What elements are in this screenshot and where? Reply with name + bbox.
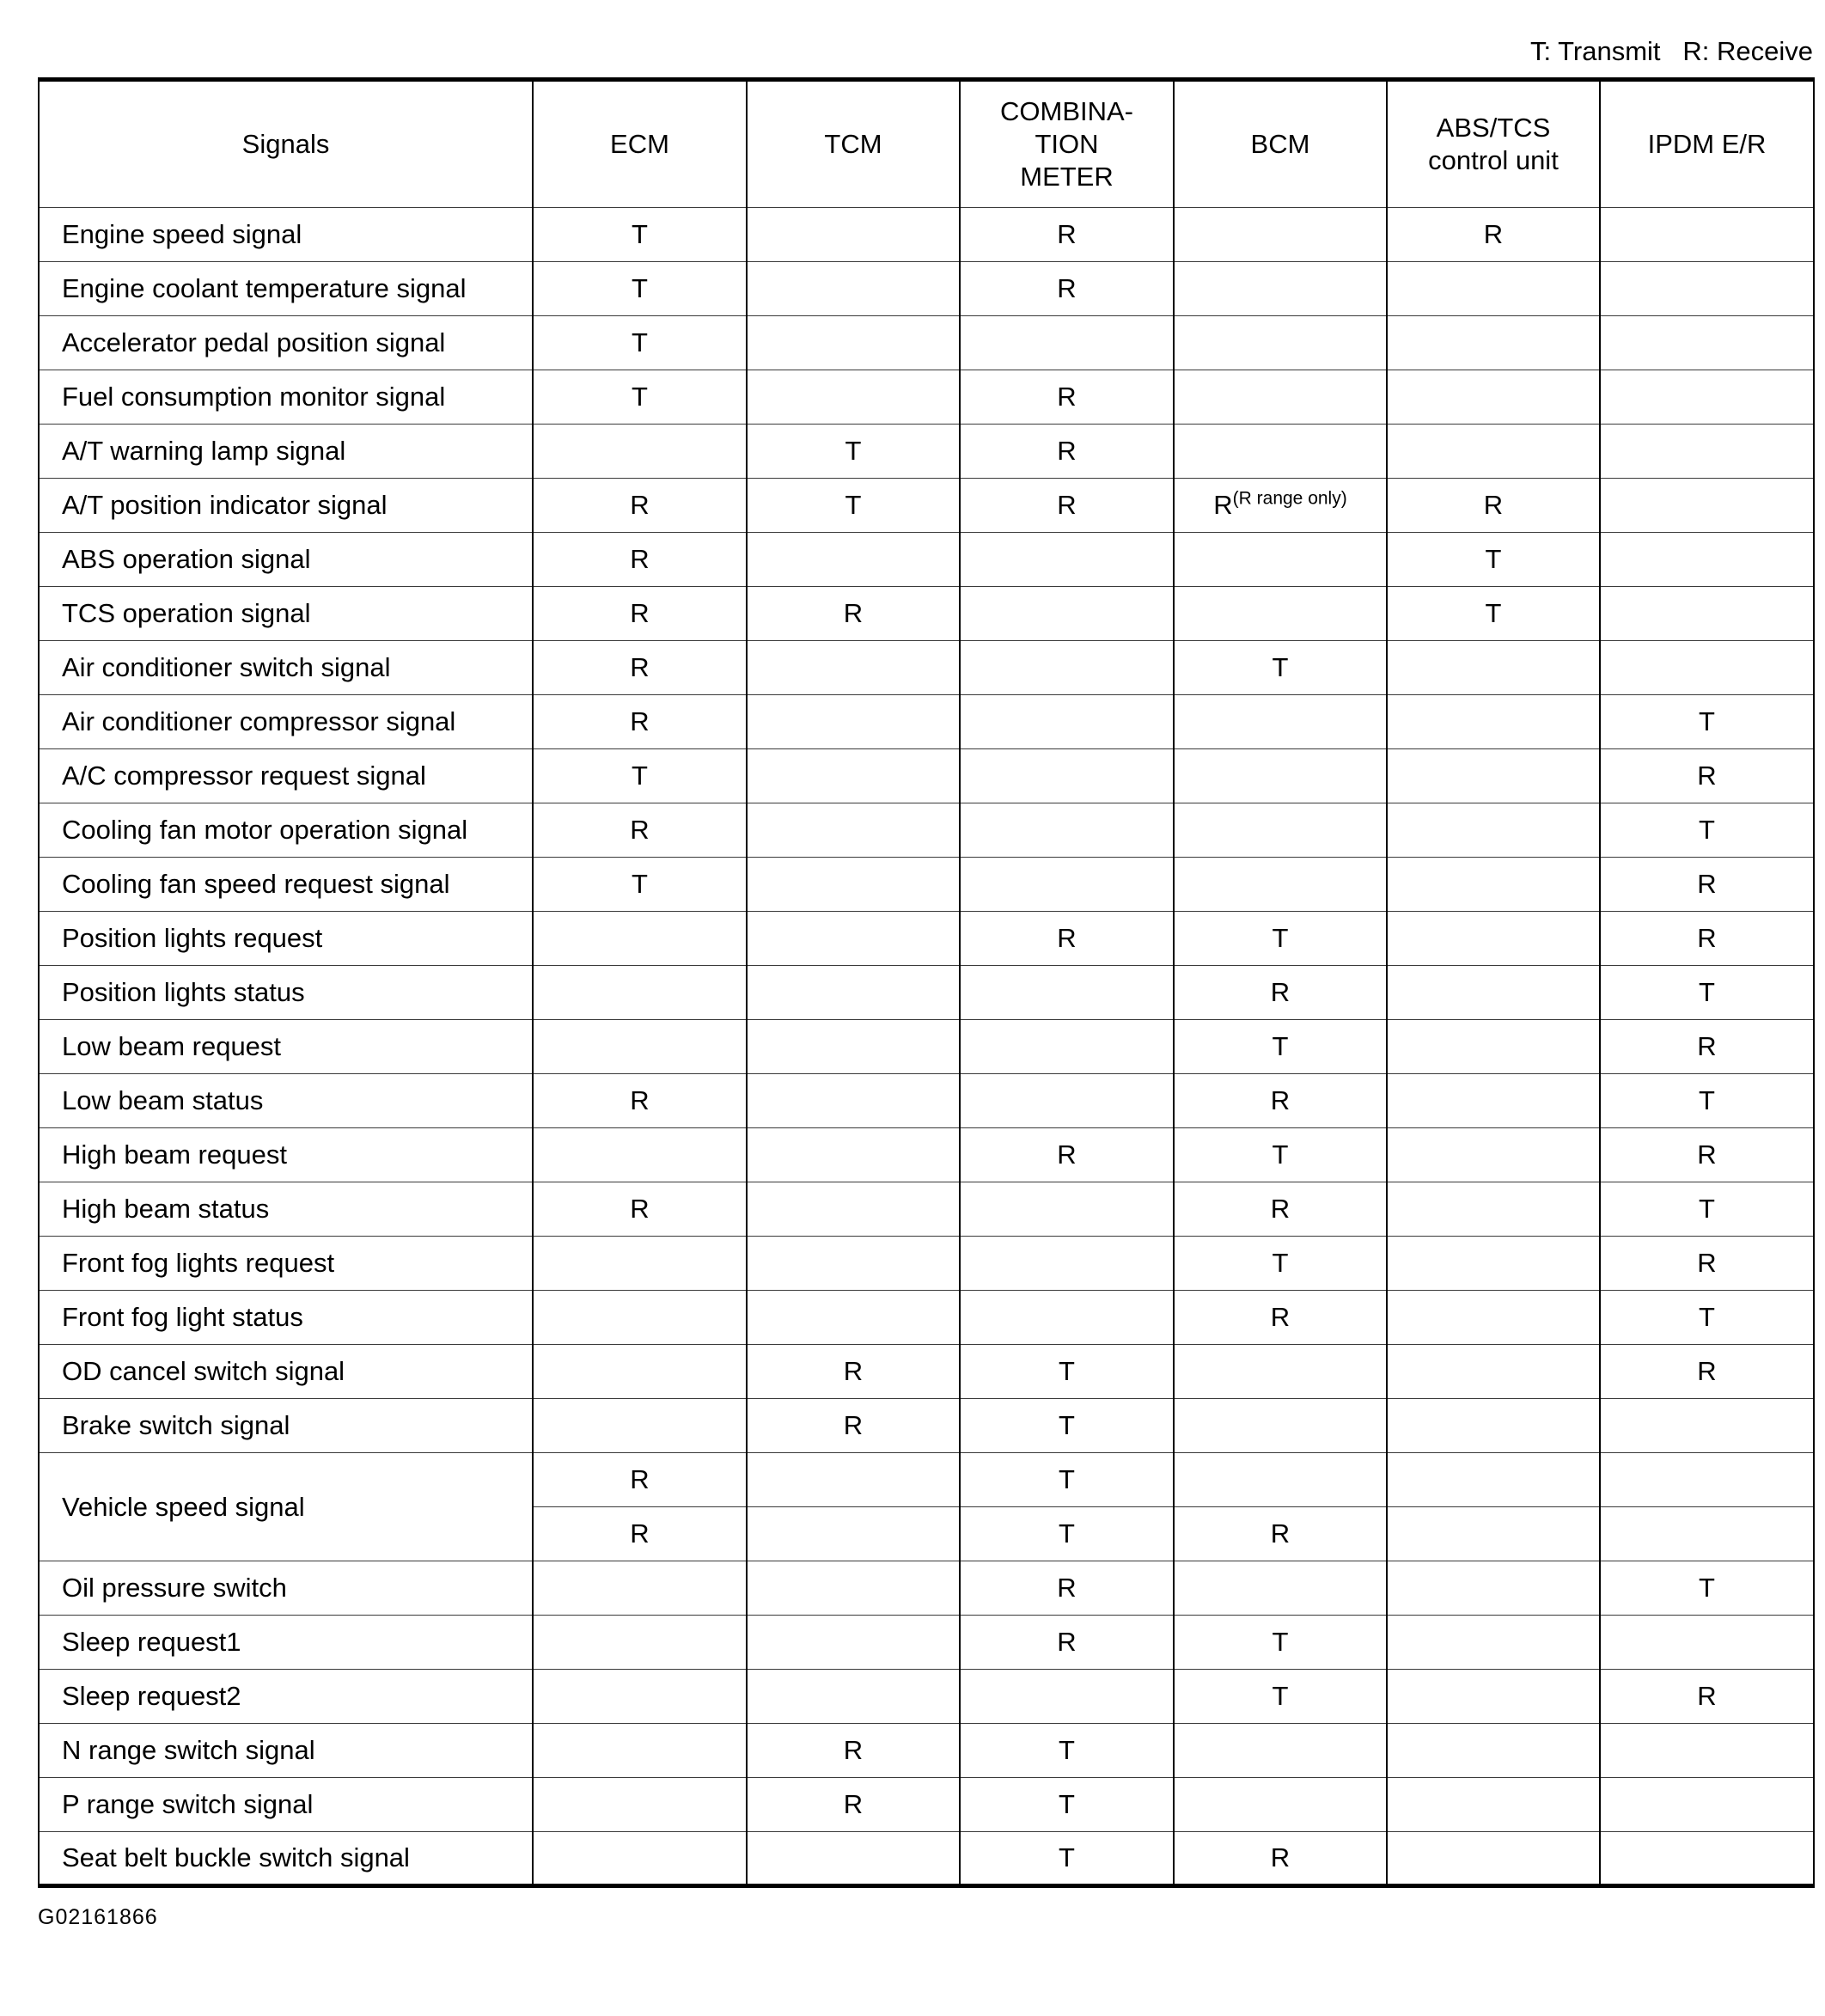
value-cell bbox=[1600, 1832, 1814, 1886]
signal-cell: Air conditioner compressor signal bbox=[39, 695, 533, 749]
value-cell bbox=[1600, 641, 1814, 695]
value-cell: T bbox=[533, 208, 747, 262]
signal-cell: Accelerator pedal position signal bbox=[39, 316, 533, 370]
value-cell bbox=[747, 858, 960, 912]
value-cell: R bbox=[747, 1778, 960, 1832]
value-cell bbox=[1387, 695, 1600, 749]
value-cell: R bbox=[1600, 749, 1814, 803]
value-cell: T bbox=[1600, 1561, 1814, 1616]
value-cell bbox=[1600, 262, 1814, 316]
value-cell bbox=[533, 1778, 747, 1832]
header-cell: ABS/TCS control unit bbox=[1387, 80, 1600, 208]
value-cell: T bbox=[533, 749, 747, 803]
value-cell bbox=[747, 1237, 960, 1291]
value-cell: R bbox=[1600, 1345, 1814, 1399]
signal-cell: Engine coolant temperature signal bbox=[39, 262, 533, 316]
value-cell bbox=[747, 749, 960, 803]
value-cell: T bbox=[1387, 533, 1600, 587]
value-cell: T bbox=[960, 1832, 1174, 1886]
value-cell bbox=[960, 1074, 1174, 1128]
value-cell bbox=[960, 1291, 1174, 1345]
signal-cell: Air conditioner switch signal bbox=[39, 641, 533, 695]
value-cell bbox=[960, 316, 1174, 370]
signal-cell: OD cancel switch signal bbox=[39, 1345, 533, 1399]
signal-cell: TCS operation signal bbox=[39, 587, 533, 641]
value-cell bbox=[960, 966, 1174, 1020]
value-cell bbox=[1387, 1345, 1600, 1399]
value-cell: R bbox=[960, 262, 1174, 316]
value-cell: R bbox=[1600, 858, 1814, 912]
value-cell: T bbox=[533, 316, 747, 370]
table-row bbox=[39, 1182, 1814, 1237]
value-cell bbox=[1387, 912, 1600, 966]
value-cell bbox=[1600, 208, 1814, 262]
value-cell bbox=[1600, 1399, 1814, 1453]
table-row bbox=[39, 1453, 1814, 1507]
figure-code: G02161866 bbox=[38, 1905, 158, 1929]
table-row bbox=[39, 803, 1814, 858]
value-cell bbox=[1600, 370, 1814, 425]
value-cell bbox=[533, 1832, 747, 1886]
value-cell bbox=[1174, 370, 1387, 425]
value-cell bbox=[1387, 1616, 1600, 1670]
signal-cell: High beam request bbox=[39, 1128, 533, 1182]
value-cell: R bbox=[1600, 1670, 1814, 1724]
value-cell bbox=[747, 533, 960, 587]
value-cell bbox=[1174, 1345, 1387, 1399]
signal-cell: Vehicle speed signal bbox=[39, 1453, 533, 1561]
value-cell bbox=[1600, 1507, 1814, 1561]
signal-cell: Sleep request2 bbox=[39, 1670, 533, 1724]
value-cell: R bbox=[747, 1724, 960, 1778]
value-cell bbox=[747, 1616, 960, 1670]
value-cell: T bbox=[1174, 1128, 1387, 1182]
value-cell bbox=[1387, 1237, 1600, 1291]
signal-cell: Low beam request bbox=[39, 1020, 533, 1074]
value-cell: T bbox=[1174, 1020, 1387, 1074]
signal-cell: Low beam status bbox=[39, 1074, 533, 1128]
value-cell: T bbox=[1600, 803, 1814, 858]
value-cell bbox=[960, 695, 1174, 749]
signal-cell: Sleep request1 bbox=[39, 1616, 533, 1670]
signal-cell: Cooling fan motor operation signal bbox=[39, 803, 533, 858]
value-cell bbox=[747, 370, 960, 425]
value-cell: R bbox=[960, 370, 1174, 425]
value-cell bbox=[747, 966, 960, 1020]
table-header-row bbox=[39, 80, 1814, 208]
signal-cell: P range switch signal bbox=[39, 1778, 533, 1832]
value-cell bbox=[747, 641, 960, 695]
value-cell bbox=[1387, 1128, 1600, 1182]
table-row bbox=[39, 1778, 1814, 1832]
signal-cell: Position lights status bbox=[39, 966, 533, 1020]
signal-cell: Cooling fan speed request signal bbox=[39, 858, 533, 912]
header-cell: Signals bbox=[39, 80, 533, 208]
value-cell bbox=[1387, 1724, 1600, 1778]
value-cell bbox=[747, 1507, 960, 1561]
header-cell: TCM bbox=[747, 80, 960, 208]
value-cell: T bbox=[960, 1399, 1174, 1453]
value-cell bbox=[747, 1020, 960, 1074]
value-cell: R bbox=[1387, 208, 1600, 262]
value-cell: T bbox=[1600, 1074, 1814, 1128]
value-cell bbox=[960, 1020, 1174, 1074]
value-cell: T bbox=[1174, 1237, 1387, 1291]
value-cell: R bbox=[1174, 1832, 1387, 1886]
value-cell bbox=[1387, 262, 1600, 316]
signal-cell: Oil pressure switch bbox=[39, 1561, 533, 1616]
header-cell: COMBINA- TION METER bbox=[960, 80, 1174, 208]
value-cell bbox=[1387, 1670, 1600, 1724]
value-cell bbox=[533, 1345, 747, 1399]
value-cell bbox=[533, 1128, 747, 1182]
value-cell bbox=[1174, 1399, 1387, 1453]
value-cell bbox=[1174, 858, 1387, 912]
value-cell bbox=[1174, 695, 1387, 749]
value-cell bbox=[747, 316, 960, 370]
value-cell bbox=[960, 587, 1174, 641]
value-cell: T bbox=[533, 370, 747, 425]
can-signal-table bbox=[38, 77, 1815, 1888]
value-cell bbox=[1174, 803, 1387, 858]
value-cell bbox=[960, 749, 1174, 803]
value-cell bbox=[960, 1237, 1174, 1291]
value-cell: T bbox=[960, 1778, 1174, 1832]
table-row bbox=[39, 1670, 1814, 1724]
value-cell bbox=[1387, 803, 1600, 858]
value-cell: R bbox=[1387, 479, 1600, 533]
value-cell bbox=[747, 912, 960, 966]
value-cell bbox=[533, 1724, 747, 1778]
value-cell bbox=[960, 858, 1174, 912]
value-cell: R bbox=[533, 1074, 747, 1128]
value-cell: R bbox=[1600, 1020, 1814, 1074]
value-cell bbox=[747, 1182, 960, 1237]
value-cell bbox=[1387, 1399, 1600, 1453]
value-cell: R bbox=[533, 803, 747, 858]
value-cell: T bbox=[1600, 1291, 1814, 1345]
value-cell: R bbox=[1600, 1237, 1814, 1291]
transmit-receive-legend: T: Transmit R: Receive bbox=[1529, 36, 1813, 66]
table-row bbox=[39, 1561, 1814, 1616]
value-cell bbox=[1387, 425, 1600, 479]
header-cell: ECM bbox=[533, 80, 747, 208]
value-cell bbox=[533, 1020, 747, 1074]
signal-cell: Brake switch signal bbox=[39, 1399, 533, 1453]
signal-cell: Seat belt buckle switch signal bbox=[39, 1832, 533, 1886]
table-row bbox=[39, 1074, 1814, 1128]
value-cell: R bbox=[1174, 1507, 1387, 1561]
value-cell bbox=[533, 1670, 747, 1724]
table-row bbox=[39, 695, 1814, 749]
value-cell bbox=[1600, 1616, 1814, 1670]
value-cell: R bbox=[960, 1128, 1174, 1182]
value-cell bbox=[533, 966, 747, 1020]
value-cell bbox=[1174, 425, 1387, 479]
table-row bbox=[39, 1724, 1814, 1778]
value-cell: R bbox=[533, 587, 747, 641]
value-cell: R bbox=[1174, 966, 1387, 1020]
value-cell bbox=[747, 262, 960, 316]
value-cell bbox=[747, 1128, 960, 1182]
value-cell bbox=[1387, 966, 1600, 1020]
value-cell bbox=[1387, 1453, 1600, 1507]
value-cell bbox=[533, 912, 747, 966]
signal-cell: Engine speed signal bbox=[39, 208, 533, 262]
value-cell: T bbox=[960, 1507, 1174, 1561]
table-row bbox=[39, 1128, 1814, 1182]
value-cell bbox=[1174, 587, 1387, 641]
value-cell: R bbox=[960, 208, 1174, 262]
table-row bbox=[39, 425, 1814, 479]
value-cell bbox=[1387, 749, 1600, 803]
value-cell: R bbox=[1174, 1182, 1387, 1237]
signal-cell: A/C compressor request signal bbox=[39, 749, 533, 803]
value-cell bbox=[747, 1291, 960, 1345]
value-cell: R bbox=[533, 695, 747, 749]
value-cell bbox=[960, 641, 1174, 695]
table-header bbox=[39, 80, 1814, 208]
value-cell: T bbox=[1600, 966, 1814, 1020]
signal-cell: A/T warning lamp signal bbox=[39, 425, 533, 479]
value-cell bbox=[1174, 1724, 1387, 1778]
value-cell bbox=[1600, 1724, 1814, 1778]
value-cell bbox=[747, 1670, 960, 1724]
signal-cell: N range switch signal bbox=[39, 1724, 533, 1778]
value-cell bbox=[1387, 1020, 1600, 1074]
value-cell: R bbox=[960, 425, 1174, 479]
value-cell bbox=[533, 1561, 747, 1616]
table-row bbox=[39, 1291, 1814, 1345]
value-cell bbox=[533, 425, 747, 479]
value-cell bbox=[1600, 316, 1814, 370]
value-cell bbox=[1174, 316, 1387, 370]
value-cell bbox=[1174, 533, 1387, 587]
value-cell bbox=[1600, 1778, 1814, 1832]
value-cell: R bbox=[1174, 1074, 1387, 1128]
value-cell bbox=[1387, 1778, 1600, 1832]
value-cell bbox=[1387, 1507, 1600, 1561]
value-cell bbox=[960, 533, 1174, 587]
signal-cell: A/T position indicator signal bbox=[39, 479, 533, 533]
value-cell bbox=[1387, 1182, 1600, 1237]
table-row bbox=[39, 479, 1814, 533]
value-cell: R bbox=[1600, 1128, 1814, 1182]
table-row bbox=[39, 912, 1814, 966]
table-row bbox=[39, 749, 1814, 803]
value-cell: R bbox=[960, 1561, 1174, 1616]
value-cell bbox=[533, 1237, 747, 1291]
value-cell bbox=[747, 208, 960, 262]
value-cell: T bbox=[1387, 587, 1600, 641]
value-cell bbox=[1387, 1561, 1600, 1616]
value-cell bbox=[960, 803, 1174, 858]
table-row bbox=[39, 587, 1814, 641]
signal-cell: High beam status bbox=[39, 1182, 533, 1237]
value-cell bbox=[1600, 587, 1814, 641]
value-cell bbox=[1387, 858, 1600, 912]
value-cell: T bbox=[960, 1724, 1174, 1778]
table-row bbox=[39, 966, 1814, 1020]
value-cell: T bbox=[1600, 1182, 1814, 1237]
value-cell: T bbox=[960, 1453, 1174, 1507]
value-cell bbox=[747, 1832, 960, 1886]
value-cell: R bbox=[747, 587, 960, 641]
value-cell: T bbox=[960, 1345, 1174, 1399]
value-cell bbox=[1174, 1778, 1387, 1832]
table-row bbox=[39, 370, 1814, 425]
value-cell: R bbox=[533, 479, 747, 533]
header-cell: BCM bbox=[1174, 80, 1387, 208]
value-cell bbox=[1174, 208, 1387, 262]
table-row bbox=[39, 1399, 1814, 1453]
value-cell: R bbox=[533, 533, 747, 587]
value-cell bbox=[1600, 425, 1814, 479]
value-cell: T bbox=[1174, 1670, 1387, 1724]
value-cell: R bbox=[960, 1616, 1174, 1670]
table-row bbox=[39, 858, 1814, 912]
value-cell bbox=[1600, 1453, 1814, 1507]
value-cell: T bbox=[1174, 1616, 1387, 1670]
value-cell: R bbox=[533, 641, 747, 695]
value-cell bbox=[1387, 370, 1600, 425]
value-cell: T bbox=[533, 262, 747, 316]
value-cell bbox=[1387, 1832, 1600, 1886]
value-cell bbox=[1174, 749, 1387, 803]
value-cell: R bbox=[960, 479, 1174, 533]
value-cell bbox=[1174, 1561, 1387, 1616]
signal-cell: Front fog light status bbox=[39, 1291, 533, 1345]
table-row bbox=[39, 1345, 1814, 1399]
table-body bbox=[39, 208, 1814, 1886]
value-cell bbox=[1387, 641, 1600, 695]
table-row bbox=[39, 262, 1814, 316]
value-cell: T bbox=[747, 425, 960, 479]
value-cell bbox=[747, 1561, 960, 1616]
value-cell: T bbox=[1174, 641, 1387, 695]
value-cell: T bbox=[747, 479, 960, 533]
value-cell bbox=[533, 1291, 747, 1345]
value-cell: R bbox=[1600, 912, 1814, 966]
value-cell bbox=[1174, 262, 1387, 316]
value-cell bbox=[533, 1399, 747, 1453]
value-cell bbox=[1387, 316, 1600, 370]
table-row bbox=[39, 641, 1814, 695]
signal-cell: Position lights request bbox=[39, 912, 533, 966]
value-cell bbox=[960, 1670, 1174, 1724]
value-cell: R bbox=[533, 1182, 747, 1237]
value-cell bbox=[533, 1616, 747, 1670]
header-cell: IPDM E/R bbox=[1600, 80, 1814, 208]
value-cell bbox=[1387, 1291, 1600, 1345]
value-cell bbox=[747, 803, 960, 858]
value-cell: R bbox=[960, 912, 1174, 966]
superscript-note: (R range only) bbox=[1232, 488, 1347, 509]
value-cell bbox=[1600, 533, 1814, 587]
value-cell: T bbox=[1600, 695, 1814, 749]
signal-cell: Front fog lights request bbox=[39, 1237, 533, 1291]
value-cell bbox=[960, 1182, 1174, 1237]
table-row bbox=[39, 1237, 1814, 1291]
value-cell bbox=[1600, 479, 1814, 533]
value-cell bbox=[747, 1074, 960, 1128]
value-cell: T bbox=[533, 858, 747, 912]
table-row bbox=[39, 1832, 1814, 1886]
value-cell: R bbox=[533, 1453, 747, 1507]
value-cell bbox=[1387, 1074, 1600, 1128]
signal-cell: ABS operation signal bbox=[39, 533, 533, 587]
table-row bbox=[39, 1020, 1814, 1074]
value-cell bbox=[1174, 1453, 1387, 1507]
value-cell: R bbox=[1174, 1291, 1387, 1345]
table-row bbox=[39, 208, 1814, 262]
value-cell bbox=[747, 1453, 960, 1507]
value-cell: $R^{(R range only)}$ bbox=[1174, 479, 1387, 533]
value-cell: R bbox=[747, 1399, 960, 1453]
table-row bbox=[39, 533, 1814, 587]
value-cell: R bbox=[533, 1507, 747, 1561]
signal-cell: Fuel consumption monitor signal bbox=[39, 370, 533, 425]
value-cell: T bbox=[1174, 912, 1387, 966]
value-cell bbox=[747, 695, 960, 749]
value-cell: R bbox=[747, 1345, 960, 1399]
table-row bbox=[39, 316, 1814, 370]
table-row bbox=[39, 1616, 1814, 1670]
